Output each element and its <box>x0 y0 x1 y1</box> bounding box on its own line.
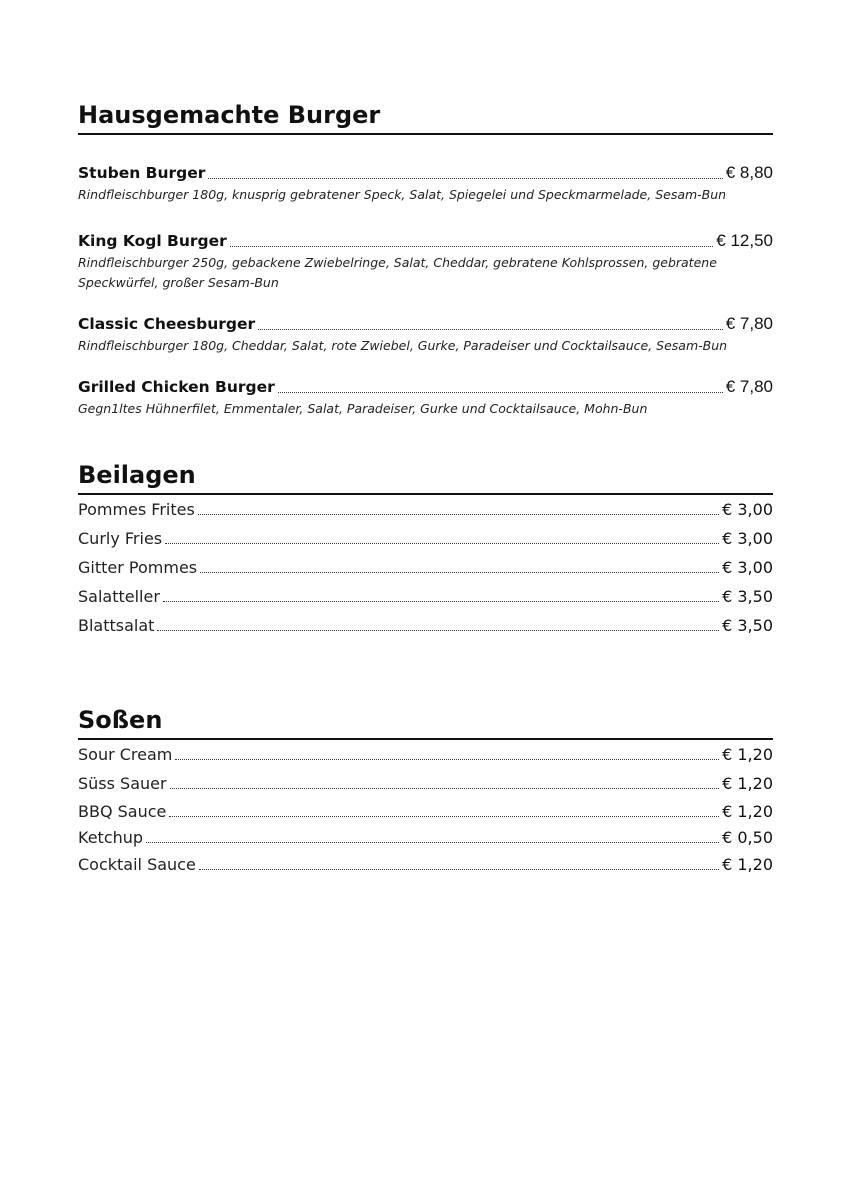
item-price: € 3,50 <box>722 587 773 606</box>
item-price: € 1,20 <box>722 855 773 874</box>
item-description: Gegn1ltes Hühnerfilet, Emmentaler, Salat, Paradeiser, Gurke und Cocktailsauce, Mohn-Bun <box>78 401 648 416</box>
item-price: € 7,80 <box>725 377 773 396</box>
item-price: € 8,80 <box>725 163 773 182</box>
menu-item <box>78 798 773 824</box>
dot-leader <box>165 543 719 544</box>
item-name: Cocktail Sauce <box>78 855 196 874</box>
item-name: Stuben Burger <box>78 164 206 182</box>
menu-item <box>78 377 773 419</box>
item-name: Gitter Pommes <box>78 558 198 577</box>
dot-leader <box>157 630 719 631</box>
menu-item <box>78 611 773 640</box>
item-name: Grilled Chicken Burger <box>78 378 275 396</box>
item-description: Rindfleischburger 250g, gebackene Zwiebelringe, Salat, Cheddar, gebratene Kohlsprossen, gebratene Speckwürfel, großer Sesam-Bun <box>78 255 717 290</box>
item-name: King Kogl Burger <box>78 232 227 250</box>
dot-leader <box>278 392 723 393</box>
menu-item <box>78 850 773 879</box>
sossen-section <box>78 705 773 879</box>
section-title-sossen: Soßen <box>78 705 773 740</box>
burger-section <box>78 100 773 416</box>
item-name: Pommes Frites <box>78 500 195 519</box>
dot-leader <box>198 514 719 515</box>
item-price: € 0,50 <box>722 827 773 847</box>
item-price: € 1,20 <box>722 801 773 821</box>
item-description: Rindfleischburger 180g, Cheddar, Salat, rote Zwiebel, Gurke, Paradeiser und Cocktailsauce, Sesam-Bun <box>78 338 728 353</box>
item-name: BBQ Sauce <box>78 801 167 821</box>
item-price: € 12,50 <box>716 231 773 250</box>
sossen-list <box>78 740 773 879</box>
menu-item <box>78 740 773 769</box>
dot-leader <box>175 759 719 760</box>
menu-item <box>78 524 773 553</box>
dot-leader <box>258 329 723 330</box>
item-price: € 1,20 <box>722 774 773 793</box>
menu-item <box>78 824 773 850</box>
dot-leader <box>230 246 713 247</box>
dot-leader <box>199 869 719 870</box>
menu-item <box>78 553 773 582</box>
section-title-beilagen: Beilagen <box>78 460 773 495</box>
item-price: € 3,00 <box>722 529 773 548</box>
menu-item <box>78 769 773 798</box>
dot-leader <box>170 788 720 789</box>
item-name: Süss Sauer <box>78 774 167 793</box>
item-description: Rindfleischburger 180g, knusprig gebratener Speck, Salat, Spiegelei und Speckmarmelade, Sesam-Bun <box>78 187 727 202</box>
item-name: Classic Cheesburger <box>78 315 256 333</box>
dot-leader <box>163 601 719 602</box>
menu-item <box>78 314 773 356</box>
item-name: Curly Fries <box>78 529 163 548</box>
beilagen-section <box>78 460 773 640</box>
dot-leader <box>146 842 719 843</box>
item-name: Sour Cream <box>78 745 173 764</box>
beilagen-list <box>78 495 773 640</box>
menu-item <box>78 231 773 293</box>
menu-item <box>78 582 773 611</box>
item-price: € 3,00 <box>722 558 773 577</box>
section-title-burger: Hausgemachte Burger <box>78 100 773 135</box>
dot-leader <box>200 572 719 573</box>
item-price: € 3,50 <box>722 616 773 635</box>
menu-item <box>78 495 773 524</box>
item-price: € 1,20 <box>722 745 773 764</box>
item-name: Salatteller <box>78 587 160 606</box>
item-price: € 7,80 <box>725 314 773 333</box>
menu-item <box>78 163 773 205</box>
item-name: Ketchup <box>78 827 144 847</box>
item-price: € 3,00 <box>722 500 773 519</box>
item-name: Blattsalat <box>78 616 155 635</box>
dot-leader <box>208 178 722 179</box>
dot-leader <box>169 816 719 817</box>
